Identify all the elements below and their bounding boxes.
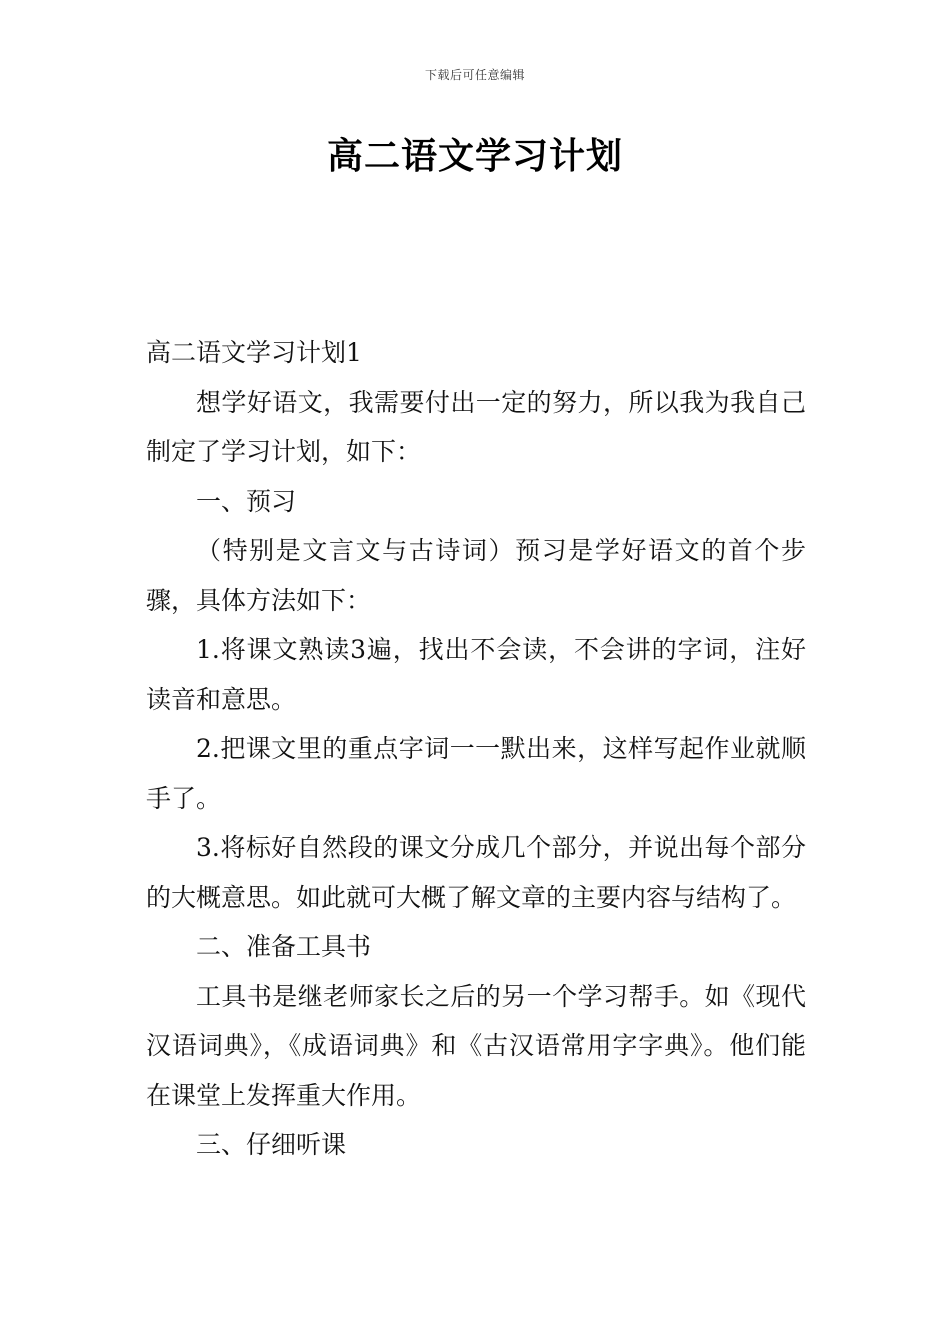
paragraph-heading-tools: 二、准备工具书 xyxy=(196,932,372,961)
paragraph-preview-intro: （特别是文言文与古诗词）预习是学好语文的首个步骤，具体方法如下： xyxy=(146,536,806,615)
paragraph-tools: 工具书是继老师家长之后的另一个学习帮手。如《现代汉语词典》，《成语词典》和《古汉语常用字字典》。他们能在课堂上发挥重大作用。 xyxy=(146,981,806,1110)
paragraph-section-heading: 高二语文学习计划1 xyxy=(146,338,362,367)
paragraph-intro: 想学好语文，我需要付出一定的努力，所以我为我自己制定了学习计划，如下： xyxy=(146,387,806,466)
paragraph-heading-preview: 一、预习 xyxy=(196,486,297,516)
paragraph-step-1: 1.将课文熟读3遍，找出不会读，不会讲的字词，注好读音和意思。 xyxy=(146,635,806,714)
document-body xyxy=(146,328,806,1170)
paragraph-heading-listen: 三、仔细听课 xyxy=(196,1130,347,1159)
header-note: 下载后可任意编辑 xyxy=(424,68,525,82)
document-title: 高二语文学习计划 xyxy=(326,136,623,177)
paragraph-step-3: 3.将标好自然段的课文分成几个部分，并说出每个部分的大概意思。如此就可大概了解文章的主要内容与结构了。 xyxy=(146,833,806,912)
paragraph-step-2: 2.把课文里的重点字词一一默出来，这样写起作业就顺手了。 xyxy=(146,734,806,813)
